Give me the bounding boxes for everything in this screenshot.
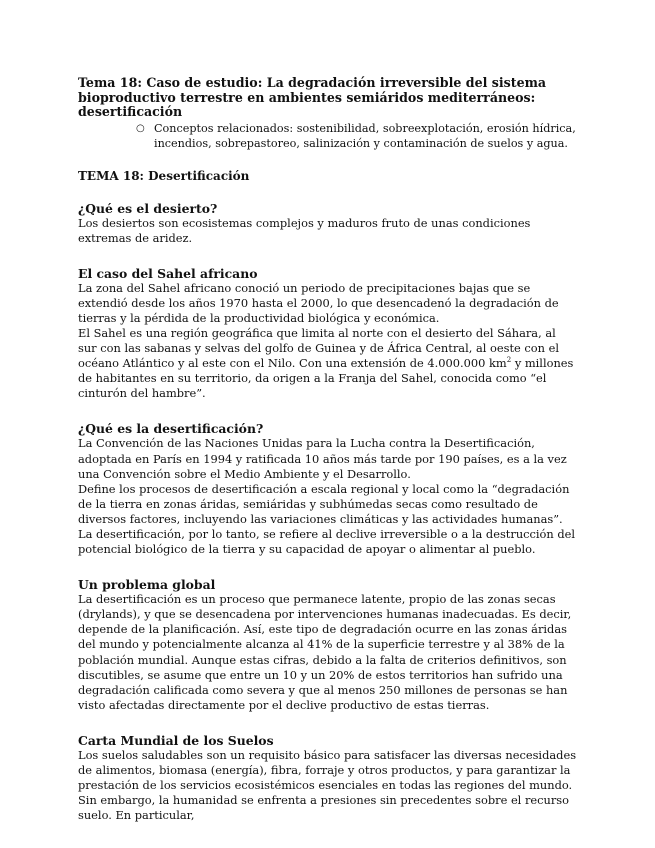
superscript: 2 [506, 356, 512, 365]
document-title: Tema 18: Caso de estudio: La degradación irreversible del sistema bioproductivo terrestre en ambientes semiáridos mediterráneos: desertificación [78, 75, 547, 119]
paragraph [78, 326, 578, 401]
paragraph: Los suelos saludables son un requisito básico para satisfacer las diversas necesidades de alimentos, biomasa (energía), fibra, forraje y otros productos, y para garantizar la prestación de los servicios ecosistémicos esenciales en todas las regiones del mundo. Sin embargo, la humanidad se enfrenta a presiones sin precedentes sobre el recurso suelo. En particular, [78, 747, 577, 823]
paragraph: La desertificación, por lo tanto, se refiere al declive irreversible o a la destrucción del potencial biológico de la tierra y su capacidad de apoyar o alimentar al pueblo. [78, 527, 576, 557]
paragraph-text: El Sahel es una región geográfica que limita al norte con el desierto del Sáhara, al sur con las sabanas y selvas del golfo de Guinea y de África Central, al oeste con el océano Atlántico y al este con el Nilo. Con una extensión de 4.000.000 km [78, 325, 559, 371]
paragraph-text: y millones de habitantes en su territorio, da origen a la Franja del Sahel, conocida como “el cinturón del hambre”. [78, 356, 574, 401]
paragraph: La Convención de las Naciones Unidas para la Lucha contra la Desertificación, adoptada en París en 1994 y ratificada 10 años más tarde por 190 países, es a la vez una Convención sobre el Medio Ambiente y el Desarrollo. [78, 436, 567, 481]
section-heading-desertificacion: ¿Qué es la desertificación? [78, 421, 264, 437]
concepts-text: Conceptos relacionados: sostenibilidad, sobreexplotación, erosión hídrica, incendios, sobrepastoreo, salinización y contaminación de suelos y agua. [154, 121, 576, 150]
section-heading-problema-global: Un problema global [78, 577, 216, 593]
concepts-item [136, 121, 578, 151]
circle-bullet-icon: ○ [136, 122, 145, 134]
paragraph: Define los procesos de desertificación a escala regional y local como la “degradación de la tierra en zonas áridas, semiáridas y subhúmedas secas como resultado de diversos factores, incluyendo las variaciones climáticas y las actividades humanas”. [78, 481, 570, 526]
tema-heading: TEMA 18: Desertificación [78, 168, 250, 183]
paragraph: La desertificación es un proceso que permanece latente, propio de las zonas secas (drylands), y que se desencadena por intervenciones humanas inadecuadas. Es decir, depende de la planificación. Así, este tipo de degradación ocurre en las zonas áridas del mundo y potencialmente alcanza al 41% de la superficie terrestre y al 38% de la población mundial. Aunque estas cifras, debido a la falta de criterios definitivos, son discutibles, se asume que entre un 10 y un 20% de estos territorios han sufrido una degradación calificada como severa y que al menos 250 millones de personas se han visto afectadas directamente por el declive productivo de estas tierras. [78, 592, 572, 712]
paragraph: La zona del Sahel africano conoció un periodo de precipitaciones bajas que se extendió desde los años 1970 hasta el 2000, lo que desencadenó la degradación de tierras y la pérdida de la productividad biológica y económica. [78, 280, 559, 325]
section-heading-sahel: El caso del Sahel africano [78, 265, 258, 281]
document-body [78, 76, 578, 823]
section-heading-desierto: ¿Qué es el desierto? [78, 200, 218, 216]
section-heading-carta-mundial: Carta Mundial de los Suelos [78, 732, 274, 748]
concepts-list [78, 121, 578, 151]
paragraph: Los desiertos son ecosistemas complejos y maduros fruto de unas condiciones extremas de aridez. [78, 215, 531, 245]
